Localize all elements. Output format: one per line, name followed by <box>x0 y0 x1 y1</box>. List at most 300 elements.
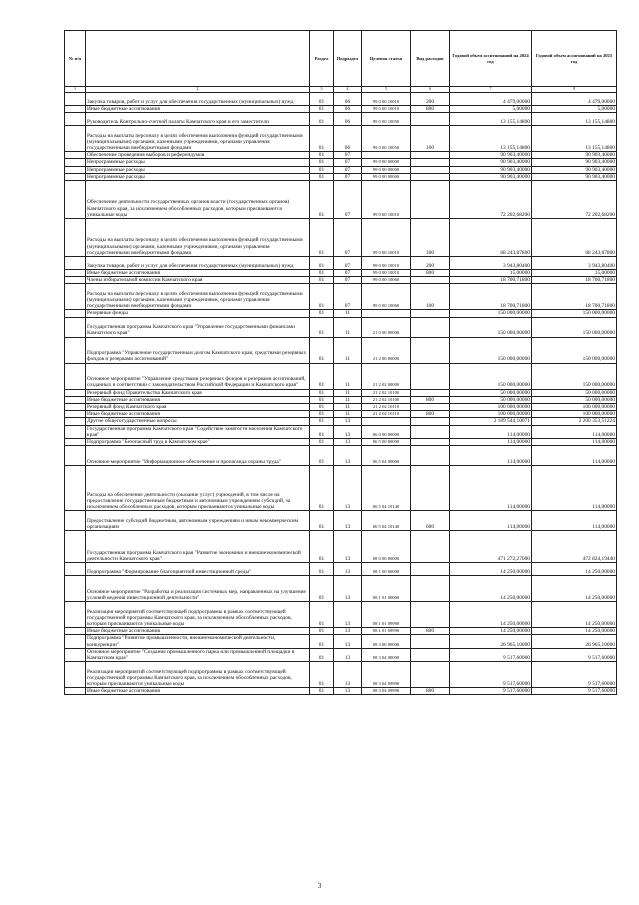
row-vid-rashodov <box>411 363 450 389</box>
table-row <box>65 628 617 635</box>
row-amount-2025: 150 000,00000 <box>532 337 617 363</box>
row-number <box>65 411 86 418</box>
row-podrazdel: 13 <box>334 418 362 425</box>
row-amount-2025: 9 517,60000 <box>532 648 617 661</box>
row-tselevaya-statya: 99 0 00 10060 <box>362 277 411 284</box>
row-name: Государственная программа Камчатского края "Управление государственными финансами Камчатского края" <box>86 317 310 337</box>
row-amount-2025: 114,00000 <box>532 425 617 438</box>
row-tselevaya-statya: 99 0 00 10050 <box>362 113 411 126</box>
row-amount-2024: 150 000,00000 <box>450 363 532 389</box>
row-amount-2025: 150 000,00000 <box>532 310 617 317</box>
row-podrazdel: 13 <box>334 439 362 446</box>
row-vid-rashodov <box>411 166 450 173</box>
row-tselevaya-statya: 99 0 00 00000 <box>362 173 411 180</box>
row-podrazdel: 13 <box>334 511 362 531</box>
row-number <box>65 166 86 173</box>
row-number <box>65 635 86 648</box>
row-vid-rashodov <box>411 337 450 363</box>
row-name: Расходы на обеспечение деятельности (оказание услуг) учреждений, в том числе на предоставление государственным бюджетным и автономным учреждениям субсидий, за исключением обособленных расходов, которым присваиваются уникальные коды <box>86 466 310 511</box>
row-razdel: 01 <box>310 511 334 531</box>
row-razdel: 01 <box>310 602 334 628</box>
row-tselevaya-statya: 99 0 00 10010 <box>362 219 411 257</box>
row-tselevaya-statya: 99 0 00 00000 <box>362 159 411 166</box>
table-row <box>65 106 617 113</box>
table-row <box>65 363 617 389</box>
row-name: Закупка товаров, работ и услуг для обеспечения государственных (муниципальных) нужд <box>86 93 310 106</box>
row-podrazdel: 13 <box>334 648 362 661</box>
row-vid-rashodov: 800 <box>411 688 450 695</box>
row-tselevaya-statya: 99 0 00 10010 <box>362 257 411 270</box>
row-tselevaya-statya: 08 0 00 00000 <box>362 531 411 563</box>
row-amount-2024: 4 479,00000 <box>450 93 532 106</box>
row-amount-2025: 18 700,71800 <box>532 277 617 284</box>
header-podrazdel: Подраздел <box>334 31 362 87</box>
row-vid-rashodov: 100 <box>411 284 450 310</box>
row-name: Реализация мероприятий соответствующей подпрограммы в рамках соответствующей государственной программы Камчатского края, за исключением обособленных расходов, которым присваиваются уникальные коды <box>86 662 310 688</box>
row-vid-rashodov <box>411 310 450 317</box>
row-number <box>65 126 86 152</box>
row-name: Иные бюджетные ассигнования <box>86 396 310 403</box>
row-amount-2025: 26 965,10000 <box>532 635 617 648</box>
row-amount-2025: 100 000,00000 <box>532 404 617 411</box>
row-vid-rashodov <box>411 602 450 628</box>
row-number <box>65 284 86 310</box>
row-amount-2024: 26 965,10000 <box>450 635 532 648</box>
row-vid-rashodov: 200 <box>411 257 450 270</box>
row-razdel: 01 <box>310 257 334 270</box>
row-vid-rashodov <box>411 635 450 648</box>
row-vid-rashodov <box>411 277 450 284</box>
row-vid-rashodov <box>411 662 450 688</box>
row-name: Обеспечение деятельности государственных органов власти (государственных органов) Камчатского края, за исключением обособленных расходов, которым присваиваются уникальные коды <box>86 181 310 219</box>
row-razdel: 01 <box>310 363 334 389</box>
row-number <box>65 310 86 317</box>
row-vid-rashodov <box>411 404 450 411</box>
row-name: Резервные фонды <box>86 310 310 317</box>
row-podrazdel: 11 <box>334 337 362 363</box>
row-amount-2024: 3 943,80400 <box>450 257 532 270</box>
table-row <box>65 648 617 661</box>
row-number <box>65 466 86 511</box>
row-tselevaya-statya: 08 3 04 00000 <box>362 648 411 661</box>
row-name: Обеспечение проведения выборов и референдумов <box>86 152 310 159</box>
row-amount-2025: 150 000,00000 <box>532 317 617 337</box>
header-name <box>86 31 310 87</box>
row-tselevaya-statya: 06 5 04 00000 <box>362 446 411 466</box>
row-vid-rashodov: 600 <box>411 511 450 531</box>
row-tselevaya-statya: 99 0 00 10010 <box>362 106 411 113</box>
row-name: Основное мероприятие "Информационное обеспечение и пропаганда охраны труда" <box>86 446 310 466</box>
table-row <box>65 159 617 166</box>
table-row <box>65 93 617 106</box>
row-number <box>65 396 86 403</box>
row-name: Основное мероприятие "Управление средствами резервных фондов и резервами ассигнований, созданных в соответствии с законодательством Российской Федерации и Камчатского края" <box>86 363 310 389</box>
row-tselevaya-statya: 99 0 00 10050 <box>362 126 411 152</box>
row-amount-2024: 114,00000 <box>450 439 532 446</box>
row-razdel: 01 <box>310 662 334 688</box>
row-name: Иные бюджетные ассигнования <box>86 106 310 113</box>
table-row <box>65 425 617 438</box>
row-amount-2025: 14 250,00000 <box>532 602 617 628</box>
row-razdel: 01 <box>310 310 334 317</box>
header-row <box>65 31 617 87</box>
row-amount-2025: 14 250,00000 <box>532 576 617 602</box>
row-razdel: 01 <box>310 531 334 563</box>
row-amount-2024: 100 000,00000 <box>450 411 532 418</box>
header-year-2024: Годовой объем ассигнований на 2024 год <box>450 31 532 87</box>
row-tselevaya-statya <box>362 310 411 317</box>
row-number <box>65 576 86 602</box>
row-vid-rashodov: 800 <box>411 270 450 277</box>
row-vid-rashodov: 800 <box>411 411 450 418</box>
column-index: 5 <box>362 87 411 93</box>
row-amount-2024: 14 250,00000 <box>450 602 532 628</box>
table-row <box>65 688 617 695</box>
row-podrazdel: 07 <box>334 159 362 166</box>
table-row <box>65 602 617 628</box>
row-amount-2025: 18 700,71800 <box>532 284 617 310</box>
row-amount-2024: 50 000,00000 <box>450 389 532 396</box>
column-index: 8 <box>532 87 617 93</box>
row-amount-2024: 90 903,40000 <box>450 152 532 159</box>
table-row <box>65 466 617 511</box>
row-razdel: 01 <box>310 635 334 648</box>
row-tselevaya-statya <box>362 418 411 425</box>
row-amount-2025: 90 903,40000 <box>532 166 617 173</box>
row-tselevaya-statya: 08 3 04 09990 <box>362 688 411 695</box>
row-podrazdel: 06 <box>334 93 362 106</box>
table-row <box>65 126 617 152</box>
row-amount-2024: 114,00000 <box>450 466 532 511</box>
row-razdel: 01 <box>310 270 334 277</box>
table-row <box>65 166 617 173</box>
table-row <box>65 257 617 270</box>
row-podrazdel: 11 <box>334 317 362 337</box>
row-amount-2024: 9 517,60000 <box>450 662 532 688</box>
row-razdel: 01 <box>310 93 334 106</box>
row-amount-2025: 2 200 353,51224 <box>532 418 617 425</box>
row-name: Непрограммные расходы <box>86 159 310 166</box>
row-number <box>65 159 86 166</box>
row-tselevaya-statya: 06 5 04 10140 <box>362 511 411 531</box>
row-vid-rashodov <box>411 466 450 511</box>
row-razdel: 01 <box>310 446 334 466</box>
row-name: Другие общегосударственные вопросы <box>86 418 310 425</box>
row-podrazdel: 11 <box>334 310 362 317</box>
table-row <box>65 113 617 126</box>
row-amount-2025: 90 903,40000 <box>532 159 617 166</box>
row-amount-2025: 114,00000 <box>532 446 617 466</box>
row-podrazdel: 13 <box>334 635 362 648</box>
table-row <box>65 317 617 337</box>
row-podrazdel: 13 <box>334 688 362 695</box>
row-amount-2025: 72 202,68200 <box>532 181 617 219</box>
row-name: Иные бюджетные ассигнования <box>86 411 310 418</box>
row-razdel: 01 <box>310 159 334 166</box>
table-row <box>65 511 617 531</box>
row-podrazdel: 07 <box>334 219 362 257</box>
row-number <box>65 602 86 628</box>
row-number <box>65 257 86 270</box>
row-razdel: 01 <box>310 404 334 411</box>
row-amount-2024: 90 903,40000 <box>450 166 532 173</box>
row-podrazdel: 13 <box>334 466 362 511</box>
row-razdel: 01 <box>310 126 334 152</box>
row-podrazdel: 07 <box>334 284 362 310</box>
row-vid-rashodov <box>411 576 450 602</box>
row-amount-2025: 472 824,19440 <box>532 531 617 563</box>
row-podrazdel: 13 <box>334 602 362 628</box>
row-amount-2024: 9 517,60000 <box>450 648 532 661</box>
row-number <box>65 106 86 113</box>
row-podrazdel: 13 <box>334 425 362 438</box>
row-amount-2024: 114,00000 <box>450 446 532 466</box>
row-amount-2024: 5,00000 <box>450 106 532 113</box>
row-number <box>65 531 86 563</box>
row-podrazdel: 13 <box>334 576 362 602</box>
row-number <box>65 446 86 466</box>
column-index: 7 <box>450 87 532 93</box>
row-razdel: 01 <box>310 152 334 159</box>
row-name: Закупка товаров, работ и услуг для обеспечения государственных (муниципальных) нужд <box>86 257 310 270</box>
row-tselevaya-statya: 08 1 01 00000 <box>362 576 411 602</box>
row-number <box>65 363 86 389</box>
budget-table <box>64 30 617 695</box>
row-amount-2025: 90 903,40000 <box>532 173 617 180</box>
row-number <box>65 277 86 284</box>
column-index: 4 <box>334 87 362 93</box>
table-row <box>65 270 617 277</box>
row-amount-2024: 9 517,60000 <box>450 688 532 695</box>
row-vid-rashodov: 800 <box>411 628 450 635</box>
row-razdel: 01 <box>310 411 334 418</box>
row-amount-2024: 150 000,00000 <box>450 310 532 317</box>
row-vid-rashodov <box>411 113 450 126</box>
row-vid-rashodov <box>411 563 450 576</box>
row-vid-rashodov: 800 <box>411 396 450 403</box>
table-row <box>65 181 617 219</box>
row-amount-2024: 14 250,00000 <box>450 628 532 635</box>
row-name: Руководитель Контрольно-счетной палаты Камчатского края и его заместители <box>86 113 310 126</box>
row-number <box>65 93 86 106</box>
row-amount-2024: 114,00000 <box>450 511 532 531</box>
row-tselevaya-statya: 06 5 04 10140 <box>362 466 411 511</box>
row-amount-2024: 18 700,71800 <box>450 277 532 284</box>
row-amount-2025: 68 243,87800 <box>532 219 617 257</box>
row-amount-2025: 150 000,00000 <box>532 363 617 389</box>
row-amount-2025: 114,00000 <box>532 439 617 446</box>
row-tselevaya-statya: 08 3 04 09990 <box>362 662 411 688</box>
row-razdel: 01 <box>310 219 334 257</box>
row-amount-2025: 13 155,14800 <box>532 113 617 126</box>
row-razdel: 01 <box>310 425 334 438</box>
row-tselevaya-statya: 08 3 00 00000 <box>362 635 411 648</box>
row-amount-2025: 4 479,00000 <box>532 93 617 106</box>
row-number <box>65 337 86 363</box>
row-name: Расходы на выплаты персоналу в целях обеспечения выполнения функций государственными (муниципальными) органами, казенными учреждениями, органами управления государственными внебюджетными фондами <box>86 126 310 152</box>
row-amount-2024: 15,00000 <box>450 270 532 277</box>
row-razdel: 01 <box>310 181 334 219</box>
row-podrazdel: 07 <box>334 270 362 277</box>
row-amount-2024: 50 000,00000 <box>450 396 532 403</box>
column-index: 2 <box>86 87 310 93</box>
row-tselevaya-statya: 99 0 00 10010 <box>362 181 411 219</box>
row-razdel: 01 <box>310 389 334 396</box>
row-vid-rashodov: 100 <box>411 219 450 257</box>
column-index: 3 <box>310 87 334 93</box>
row-podrazdel: 11 <box>334 396 362 403</box>
row-razdel: 01 <box>310 418 334 425</box>
row-razdel: 01 <box>310 688 334 695</box>
row-name: Члены избирательной комиссии Камчатского края <box>86 277 310 284</box>
row-amount-2025: 9 517,60000 <box>532 662 617 688</box>
row-podrazdel: 13 <box>334 531 362 563</box>
column-index: 6 <box>411 87 450 93</box>
row-razdel: 01 <box>310 317 334 337</box>
row-podrazdel: 06 <box>334 106 362 113</box>
row-amount-2024: 72 202,68200 <box>450 181 532 219</box>
row-name: Основное мероприятие "Разработка и реализация системных мер, направленных на улучшение условий ведения инвестиционной деятельности" <box>86 576 310 602</box>
row-podrazdel: 07 <box>334 173 362 180</box>
header-tselevaya-statya: Целевая статья <box>362 31 411 87</box>
row-number <box>65 152 86 159</box>
row-podrazdel: 11 <box>334 363 362 389</box>
table-row <box>65 411 617 418</box>
row-podrazdel: 11 <box>334 411 362 418</box>
row-amount-2024: 68 243,87800 <box>450 219 532 257</box>
row-number <box>65 181 86 219</box>
row-name: Предоставление субсидий бюджетным, автономным учреждениям и иным некоммерческим организациям <box>86 511 310 531</box>
table-row <box>65 152 617 159</box>
row-vid-rashodov: 200 <box>411 93 450 106</box>
row-number <box>65 648 86 661</box>
row-razdel: 01 <box>310 439 334 446</box>
row-number <box>65 563 86 576</box>
row-razdel: 01 <box>310 106 334 113</box>
row-tselevaya-statya: 21 2 00 00000 <box>362 337 411 363</box>
row-amount-2025: 15,00000 <box>532 270 617 277</box>
row-amount-2025: 5,00000 <box>532 106 617 113</box>
row-amount-2025: 3 943,80400 <box>532 257 617 270</box>
row-amount-2024: 100 000,00000 <box>450 404 532 411</box>
row-amount-2025: 90 903,40000 <box>532 152 617 159</box>
row-amount-2025: 50 000,00000 <box>532 396 617 403</box>
row-tselevaya-statya: 08 1 01 09990 <box>362 628 411 635</box>
row-amount-2024: 13 155,14800 <box>450 113 532 126</box>
row-podrazdel: 07 <box>334 257 362 270</box>
table-row <box>65 389 617 396</box>
row-razdel: 01 <box>310 113 334 126</box>
row-podrazdel: 06 <box>334 113 362 126</box>
row-name: Непрограммные расходы <box>86 166 310 173</box>
row-number <box>65 173 86 180</box>
row-razdel: 01 <box>310 576 334 602</box>
table-body <box>65 93 617 695</box>
row-number <box>65 418 86 425</box>
row-razdel: 01 <box>310 166 334 173</box>
row-name: Основное мероприятие "Создание промышленного парка или промышленной площадки в Камчатском крае" <box>86 648 310 661</box>
row-number <box>65 628 86 635</box>
row-tselevaya-statya: 99 0 00 10010 <box>362 270 411 277</box>
table-row <box>65 635 617 648</box>
row-tselevaya-statya: 21 2 02 10100 <box>362 396 411 403</box>
row-number <box>65 404 86 411</box>
row-name: Иные бюджетные ассигнования <box>86 270 310 277</box>
row-name: Подпрограмма "Развитие промышленности, внешнеэкономической деятельности, конкуренции" <box>86 635 310 648</box>
row-razdel: 01 <box>310 648 334 661</box>
row-podrazdel: 11 <box>334 389 362 396</box>
row-number <box>65 662 86 688</box>
table-row <box>65 531 617 563</box>
row-vid-rashodov <box>411 531 450 563</box>
row-razdel: 01 <box>310 173 334 180</box>
row-tselevaya-statya: 21 2 02 10110 <box>362 411 411 418</box>
row-vid-rashodov <box>411 389 450 396</box>
row-amount-2025: 14 250,00000 <box>532 563 617 576</box>
row-amount-2025: 114,00000 <box>532 511 617 531</box>
row-razdel: 01 <box>310 466 334 511</box>
row-razdel: 01 <box>310 563 334 576</box>
row-tselevaya-statya: 99 0 00 00000 <box>362 166 411 173</box>
row-number <box>65 688 86 695</box>
row-tselevaya-statya: 99 0 00 10010 <box>362 93 411 106</box>
row-tselevaya-statya: 06 5 00 00000 <box>362 439 411 446</box>
row-vid-rashodov: 100 <box>411 126 450 152</box>
row-amount-2024: 90 903,40000 <box>450 159 532 166</box>
row-amount-2024: 90 903,40000 <box>450 173 532 180</box>
table-row <box>65 337 617 363</box>
table-row <box>65 563 617 576</box>
row-podrazdel: 13 <box>334 628 362 635</box>
row-tselevaya-statya: 08 1 01 09990 <box>362 602 411 628</box>
row-vid-rashodov <box>411 152 450 159</box>
row-name: Государственная программа Камчатского края "Развитие экономики и внешнеэкономической деятельности Камчатского края" <box>86 531 310 563</box>
row-podrazdel: 13 <box>334 446 362 466</box>
row-number <box>65 439 86 446</box>
row-vid-rashodov <box>411 173 450 180</box>
header-year-2025: Годовой объем ассигнований на 2025 год <box>532 31 617 87</box>
table-row <box>65 310 617 317</box>
row-podrazdel: 13 <box>334 563 362 576</box>
row-amount-2025: 50 000,00000 <box>532 389 617 396</box>
row-name: Государственная программа Камчатского края "Содействие занятости населения Камчатского края" <box>86 425 310 438</box>
row-number <box>65 219 86 257</box>
row-amount-2024: 14 250,00000 <box>450 563 532 576</box>
row-number <box>65 511 86 531</box>
row-amount-2025: 13 155,14800 <box>532 126 617 152</box>
row-tselevaya-statya: 21 0 00 00000 <box>362 317 411 337</box>
page-number: 3 <box>317 882 322 890</box>
row-podrazdel: 11 <box>334 404 362 411</box>
row-amount-2024: 14 250,00000 <box>450 576 532 602</box>
row-number <box>65 425 86 438</box>
row-amount-2024: 2 189 544,10071 <box>450 418 532 425</box>
row-amount-2024: 150 000,00000 <box>450 317 532 337</box>
row-tselevaya-statya: 21 2 02 10110 <box>362 404 411 411</box>
row-name: Резервный фонд Правительства Камчатского края <box>86 389 310 396</box>
row-name: Подпрограмма "Безопасный труд в Камчатском крае" <box>86 439 310 446</box>
table-row <box>65 284 617 310</box>
table-row <box>65 439 617 446</box>
row-vid-rashodov <box>411 425 450 438</box>
table-row <box>65 219 617 257</box>
row-podrazdel: 07 <box>334 277 362 284</box>
row-name: Иные бюджетные ассигнования <box>86 628 310 635</box>
row-name: Подпрограмма "Формирование благоприятной инвестиционной среды" <box>86 563 310 576</box>
row-podrazdel: 07 <box>334 152 362 159</box>
row-tselevaya-statya: 99 0 00 10060 <box>362 284 411 310</box>
row-name: Непрограммные расходы <box>86 173 310 180</box>
